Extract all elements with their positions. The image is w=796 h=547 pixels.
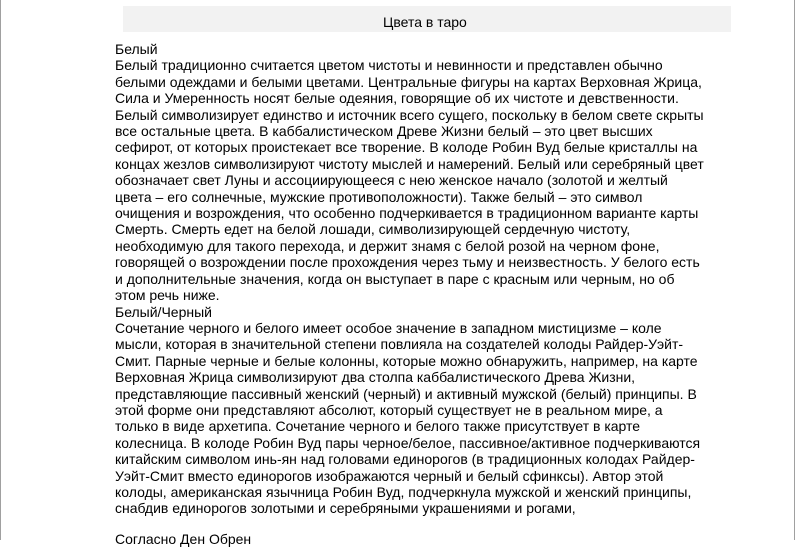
cutoff-line: Согласно Ден Обрен [115,531,252,547]
text-line: Сочетание черного и белого имеет особое значение в западном мистицизме – коле [115,319,662,336]
text-line: Уэйт-Смит вместо единорогов изображаются черный и белый сфинксы). Автор этой [115,467,664,484]
text-line: сефирот, от которых проистекает все творение. В колоде Робин Вуд белые кристаллы на [115,139,698,156]
section-white-text [115,57,795,303]
page-left-border [0,0,1,540]
text-line: мысли, которая в значительной степени повлияла на создателей колоды Райдер-Уэйт- [115,336,684,353]
text-line: Сила и Умеренность носят белые одеяния, говорящие об их чистоте и девственности. [115,90,679,107]
section-heading-white: Белый [115,41,158,57]
text-line: Смерть. Смерть едет на белой лошади, символизирующей сердечную чистоту, [115,221,631,238]
text-line: этой форме они представляют абсолют, который существует не в реальном мире, а [115,401,663,418]
text-line: этом речь ниже. [115,287,220,304]
text-line: белыми одеждами и белыми цветами. Центральные фигуры на картах Верховная Жрица, [115,73,702,90]
text-line: снабдив единорогов золотыми и серебряными украшениями и рогами, [115,500,576,517]
text-line: обозначает свет Луны и ассоциирующееся с нею женское начало (золотой и желтый [115,172,668,189]
text-line: концах жезлов символизируют чистоту мыслей и намерений. Белый или серебряный цвет [115,155,704,172]
text-line: все остальные цвета. В каббалистическом Древе Жизни белый – это цвет высших [115,123,653,140]
text-line: колоды, американская язычница Робин Вуд, подчеркнула мужской и женский принципы, [115,483,692,500]
text-line: Белый символизирует единство и источник всего сущего, поскольку в белом свете скрыты [115,106,704,123]
document-body [115,41,795,517]
text-line: только в виде архетипа. Сочетание черного и белого также присутствует в карте [115,418,641,435]
text-line: говорящей о возрождении после прохождения через тьму и неизвестность. У белого есть [115,254,700,271]
section-heading-white-black: Белый/Черный [115,303,212,320]
text-line: китайским символом инь-ян над головами единорогов (в традиционных колодах Райдер- [115,451,695,468]
text-line: цвета – его солнечные, мужские противоположности). Также белый – это символ [115,188,643,205]
title-bar [123,6,731,32]
text-line: колесница. В колоде Робин Вуд пары черное/белое, пассивное/активное подчеркиваются [115,434,701,451]
text-line: Верховная Жрица символизируют два столпа каббалистического Древа Жизни, [115,369,636,386]
text-line: представляющие пассивный женский (черный) и активный мужской (белый) принципы. В [115,385,697,402]
text-line: и дополнительные значения, когда он выступает в паре с красным или черным, но об [115,270,675,287]
text-line: очищения и возрождения, что особенно подчеркивается в традиционном варианте карты [115,205,699,222]
section-white-black-text [115,320,795,517]
text-line: Белый традиционно считается цветом чистоты и невинности и представлен обычно [115,57,663,74]
text-line: необходимую для такого перехода, и держит знамя с белой розой на черном фоне, [115,237,660,254]
text-line: Смит. Парные черные и белые колонны, которые можно обнаружить, например, на карте [115,352,698,369]
page-title: Цвета в таро [383,14,467,30]
